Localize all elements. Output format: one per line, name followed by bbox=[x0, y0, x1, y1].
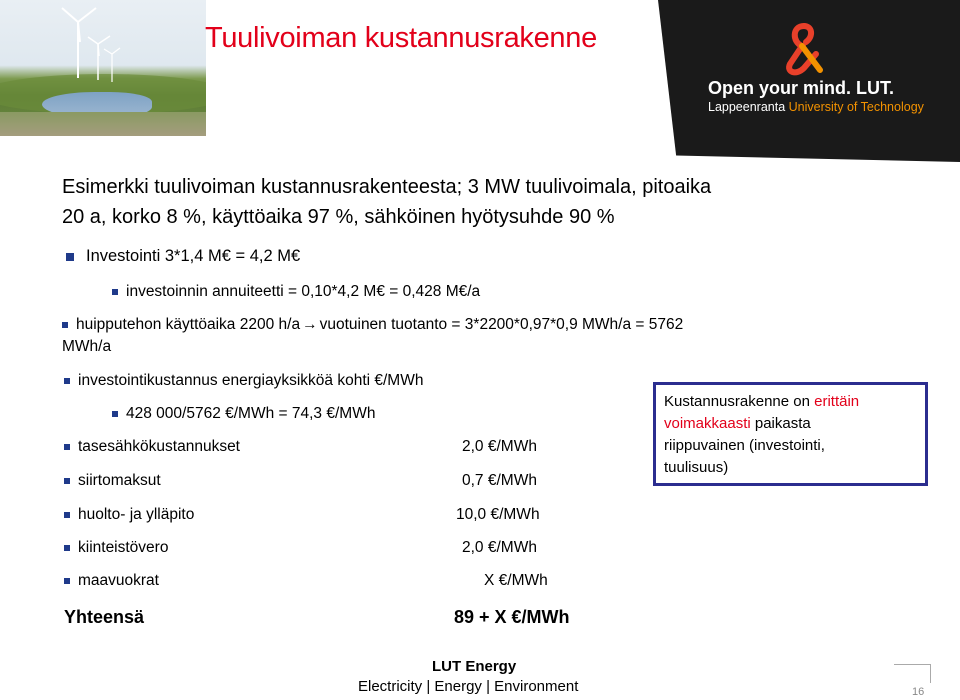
list-item-investointikustannus: investointikustannus energiayksikköä kohti €/MWh bbox=[64, 372, 423, 390]
bullet-icon bbox=[64, 444, 70, 450]
list-item-annuiteetti: investoinnin annuiteetti = 0,10*4,2 M€ = 0,428 M€/a bbox=[112, 283, 480, 301]
total-label: Yhteensä bbox=[64, 607, 145, 627]
list-item-tase: tasesähkökustannukset bbox=[64, 438, 240, 456]
bullet-icon bbox=[64, 545, 70, 551]
intro-line-1: Esimerkki tuulivoiman kustannusrakenteesta; 3 MW tuulivoimala, pitoaika bbox=[62, 176, 712, 198]
footer-corner-line bbox=[894, 664, 931, 683]
value-kiinteistovero: 2,0 €/MWh bbox=[462, 539, 537, 556]
footer-subtitle: Electricity | Energy | Environment bbox=[358, 678, 579, 695]
bullet-icon bbox=[112, 289, 118, 295]
lut-ampersand-icon bbox=[782, 20, 826, 78]
value-maavuokrat: X €/MWh bbox=[484, 572, 548, 589]
bullet-icon bbox=[62, 322, 68, 328]
logo-tagline: Open your mind. LUT. bbox=[708, 78, 895, 98]
value-huolto: 10,0 €/MWh bbox=[456, 506, 540, 523]
intro-line-2: 20 a, korko 8 %, käyttöaika 97 %, sähköinen hyötysuhde 90 % bbox=[62, 206, 615, 228]
turbines-graphic bbox=[0, 0, 206, 136]
page-number: 16 bbox=[912, 686, 925, 698]
arrow-right-icon: → bbox=[302, 316, 318, 333]
list-item-maavuokrat: maavuokrat bbox=[64, 572, 159, 590]
bullet-icon bbox=[64, 578, 70, 584]
wind-turbine-photo bbox=[0, 0, 206, 136]
logo-university: Lappeenranta University of Technology bbox=[708, 100, 924, 114]
list-item-investointi: Investointi 3*1,4 M€ = 4,2 M€ bbox=[66, 247, 300, 266]
bullet-icon bbox=[112, 411, 118, 417]
intro-text bbox=[62, 172, 711, 232]
list-item-investointikustannus-sub: 428 000/5762 €/MWh = 74,3 €/MWh bbox=[112, 405, 375, 423]
list-item-huolto: huolto- ja ylläpito bbox=[64, 506, 194, 524]
slide-title: Tuulivoiman kustannusrakenne bbox=[205, 22, 597, 54]
bullet-icon bbox=[64, 378, 70, 384]
list-item-kiinteistovero: kiinteistövero bbox=[64, 539, 168, 557]
bullet-icon bbox=[64, 512, 70, 518]
list-item-huipputeho: huipputehon käyttöaika 2200 h/a → vuotuinen tuotanto = 3*2200*0,97*0,9 MWh/a = 5762 bbox=[62, 316, 683, 334]
footer-title: LUT Energy bbox=[432, 658, 517, 675]
value-siirtomaksut: 0,7 €/MWh bbox=[462, 472, 537, 489]
total-value: 89 + X €/MWh bbox=[454, 607, 570, 627]
callout-box: Kustannusrakenne on erittäin voimakkaasti paikasta riippuvainen (investointi, tuulisuus) bbox=[653, 382, 928, 486]
bullet-icon bbox=[66, 253, 74, 261]
list-item-siirtomaksut: siirtomaksut bbox=[64, 472, 161, 490]
list-item-huipputeho-cont: MWh/a bbox=[62, 338, 112, 355]
value-tase: 2,0 €/MWh bbox=[462, 438, 537, 455]
bullet-icon bbox=[64, 478, 70, 484]
